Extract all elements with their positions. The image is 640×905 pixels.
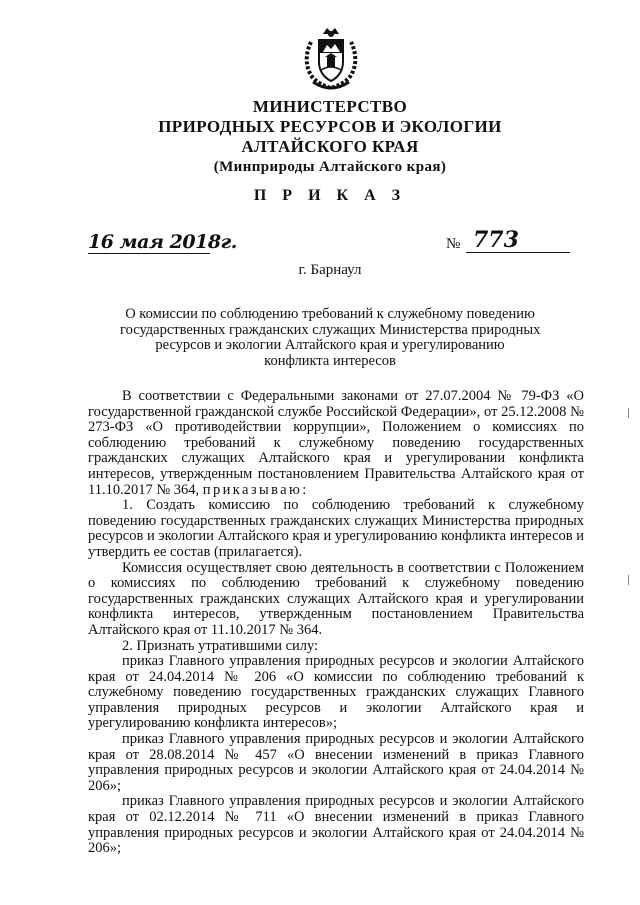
coat-of-arms-icon — [299, 24, 363, 90]
commission-paragraph: Комиссия осуществляет свою деятельность в соответствии с Положением о комиссиях по соблюдению требований к служебному поведению государственных гражданских служащих Алтайского края и урегулировании конфликта интересов, утвержденным постановлением Правительства Алтайского края от 11.10.2017 № 364. — [88, 559, 584, 638]
ministry-name-line3: АЛТАЙСКОГО КРАЯ — [241, 137, 419, 156]
subject-line: О комиссии по соблюдению требований к служебному поведению — [125, 306, 535, 322]
preamble-text: В соответствии с Федеральными законами от 27.07.2004 № 79-ФЗ «О государственной гражданской службе Российской Федерации», от 25.12.2008 № 273-ФЗ «О противодействии коррупции», Положением о комиссиях по соблюдению требований к служебному поведению государственных гражданских служащих Алтайского края и урегулировании конфликта интересов, утвержденным постановлением Правительства Алтайского края от 11.10.2017 № 364, — [88, 388, 584, 498]
date-underline — [88, 253, 210, 254]
number-underline — [466, 252, 570, 253]
subject-line: государственных гражданских служащих Министерства природных — [120, 321, 541, 338]
preamble-paragraph — [88, 389, 584, 498]
order-subject — [120, 307, 540, 369]
scan-edge-mark — [628, 575, 629, 585]
repealed-order-paragraph: приказ Главного управления природных ресурсов и экологии Алтайского края от 24.04.2014 № 206 «О комиссии по соблюдению требований к служебному поведению государственных гражданских служащих Главного управления природных ресурсов и экологии Алтайского края и урегулированию конфликта интересов»; — [88, 653, 584, 732]
order-body — [88, 389, 584, 857]
ministry-name-line2: ПРИРОДНЫХ РЕСУРСОВ И ЭКОЛОГИИ — [158, 117, 502, 136]
ministry-name-line1: МИНИСТЕРСТВО — [252, 97, 408, 116]
scan-edge-mark — [628, 408, 629, 418]
subject-line: конфликта интересов — [264, 352, 396, 369]
order-word: приказываю: — [202, 481, 309, 498]
ministry-short-name: (Минприроды Алтайского края) — [213, 159, 447, 175]
city: г. Барнаул — [298, 262, 362, 278]
subject-line: ресурсов и экологии Алтайского края и урегулированию — [155, 337, 505, 353]
handwritten-number: 773 — [473, 227, 519, 253]
number-label: № — [446, 236, 461, 252]
repealed-order-paragraph: приказ Главного управления природных ресурсов и экологии Алтайского края от 28.08.2014 № 457 «О внесении изменений в приказ Главного управления природных ресурсов и экологии Алтайского края от 24.04.2014 № 206»; — [88, 731, 584, 794]
handwritten-date: 16 мая 2018г. — [88, 231, 237, 253]
repealed-order-paragraph: приказ Главного управления природных ресурсов и экологии Алтайского края от 02.12.2014 № 711 «О внесении изменений в приказ Главного управления природных ресурсов и экологии Алтайского края от 24.04.2014 № 206»; — [88, 793, 584, 857]
document-type-title: П Р И К А З — [253, 187, 407, 204]
item-2-paragraph: 2. Признать утратившими силу: — [122, 637, 319, 654]
item-1-paragraph: 1. Создать комиссию по соблюдению требований к служебному поведению государственных гражданских служащих Министерства природных ресурсов и экологии Алтайского края и урегулированию конфликта интересов и утвердить ее состав (прилагается). — [88, 497, 584, 560]
